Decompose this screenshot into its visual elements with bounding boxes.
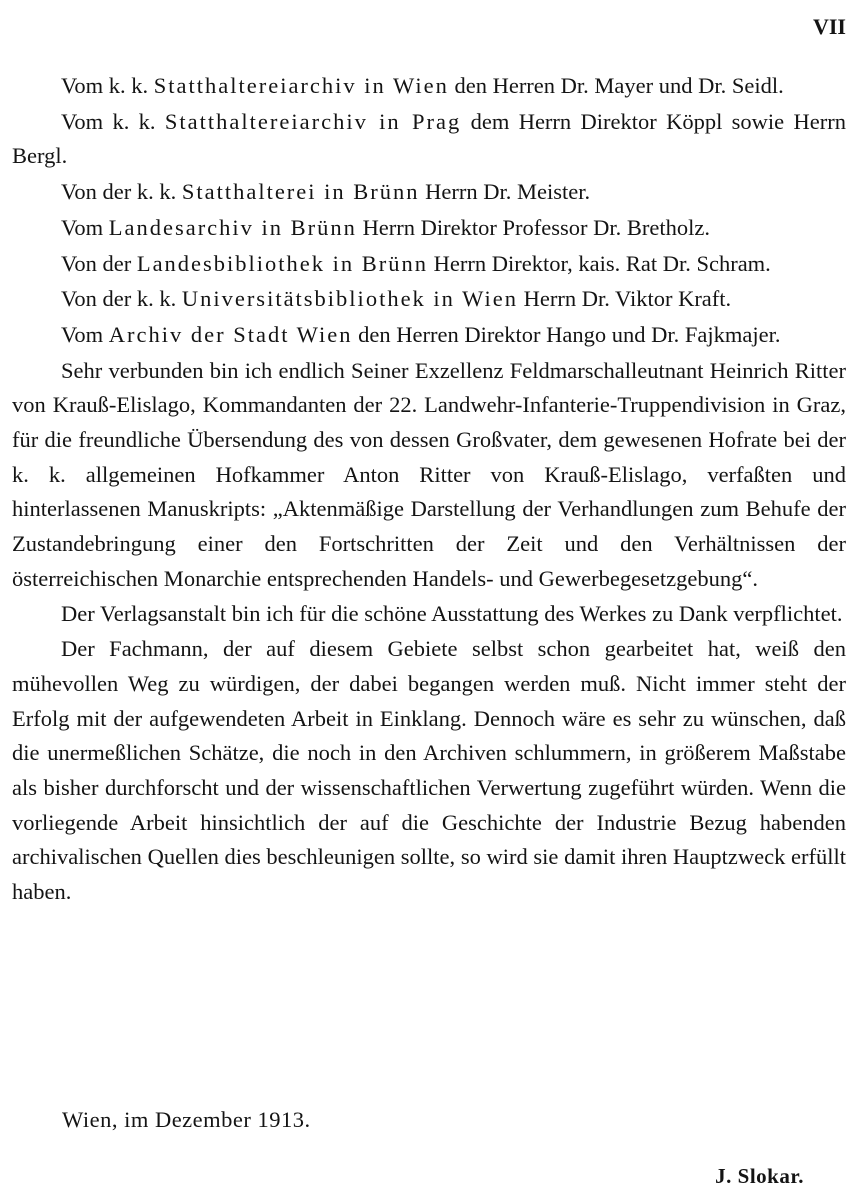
paragraph-prefix: Vom k. k.	[61, 73, 154, 98]
paragraph-suffix: Herrn Direktor, kais. Rat Dr. Schram.	[428, 250, 771, 276]
paragraph-prefix: Von der k. k.	[61, 286, 182, 312]
institution-name: Landesarchiv in Brünn	[108, 214, 357, 240]
paragraph-suffix: dem Herrn Direktor Köppl sowie Herrn Bergl.	[12, 108, 846, 169]
paragraph-prefix: Von der	[61, 250, 137, 276]
institution-name: Landesbibliothek in Brünn	[136, 250, 429, 276]
acknowledgement-paragraph	[12, 175, 846, 210]
paragraph-suffix: Herrn Dr. Viktor Kraft.	[517, 286, 732, 312]
acknowledgement-paragraph	[12, 282, 846, 317]
paragraph-suffix: Herrn Direktor Professor Dr. Bretholz.	[356, 214, 710, 240]
paragraph-suffix: den Herren Dr. Mayer und Dr. Seidl.	[448, 73, 784, 98]
institution-name: Statthalterei in Brünn	[181, 179, 420, 205]
paragraph-prefix: Vom	[61, 321, 109, 347]
publisher-paragraph: Der Verlagsanstalt bin ich für die schöne Ausstattung des Werkes zu Dank verpflichtet.	[61, 600, 843, 626]
acknowledgement-paragraph	[12, 247, 846, 282]
acknowledgement-paragraph	[12, 211, 846, 246]
institution-name: Archiv der Stadt Wien	[108, 321, 353, 347]
acknowledgement-paragraph	[12, 69, 846, 104]
acknowledgement-paragraph	[12, 105, 846, 174]
institution-name: Statthaltereiarchiv in Wien	[153, 73, 449, 98]
manuscript-paragraph: Sehr verbunden bin ich endlich Seiner Exzellenz Feldmarschalleutnant Heinrich Ritter von Krauß-Elislago, Kommandanten der 22. Landwehr-Infanterie-Truppendivision in Graz, für die freundliche Übersendung des von dessen Großvater, dem gewesenen Hofrate bei der k. k. allgemeinen Hofkammer Anton Ritter von Krauß-Elislago, verfaßten und hinterlassenen Manuskripts: „Aktenmäßige Darstellung der Verhandlungen zum Behufe der Zustandebringung einer den Fortschritten der Zeit und den Verhältnissen der österreichischen Monarchie entsprechenden Handels- und Gewerbegesetzgebung“.	[12, 357, 846, 591]
author-signature: J. Slokar.	[715, 1164, 804, 1188]
paragraph-prefix: Vom	[61, 214, 109, 240]
page-number: VII	[812, 14, 846, 39]
closing-remarks-paragraph: Der Fachmann, der auf diesem Gebiete selbst schon gearbeitet hat, weiß den mühevollen Weg zu würdigen, der dabei begangen werden muß. Nicht immer steht der Erfolg mit der aufgewendeten Arbeit in Einklang. Dennoch wäre es sehr zu wünschen, daß die unermeßlichen Schätze, die noch in den Archiven schlummern, in größerem Maßstabe als bisher durchforscht und der wissenschaftlichen Verwertung zugeführt würden. Wenn die vorliegende Arbeit hinsichtlich der auf die Geschichte der Industrie Bezug habenden archivalischen Quellen dies beschleunigen sollte, so wird sie damit ihren Hauptzweck erfüllt haben.	[12, 636, 846, 905]
paragraph-prefix: Von der k. k.	[61, 179, 182, 205]
institution-name: Statthaltereiarchiv in Prag	[164, 108, 462, 134]
institution-name: Universitätsbibliothek in Wien	[181, 286, 518, 312]
paragraph-suffix: Herrn Dr. Meister.	[419, 179, 591, 205]
preface-body	[12, 69, 846, 910]
acknowledgement-paragraph	[12, 318, 846, 353]
place-and-date: Wien, im Dezember 1913.	[62, 1107, 311, 1132]
paragraph-prefix: Vom k. k.	[61, 108, 165, 134]
paragraph-suffix: den Herren Direktor Hango und Dr. Fajkmajer.	[352, 321, 781, 347]
